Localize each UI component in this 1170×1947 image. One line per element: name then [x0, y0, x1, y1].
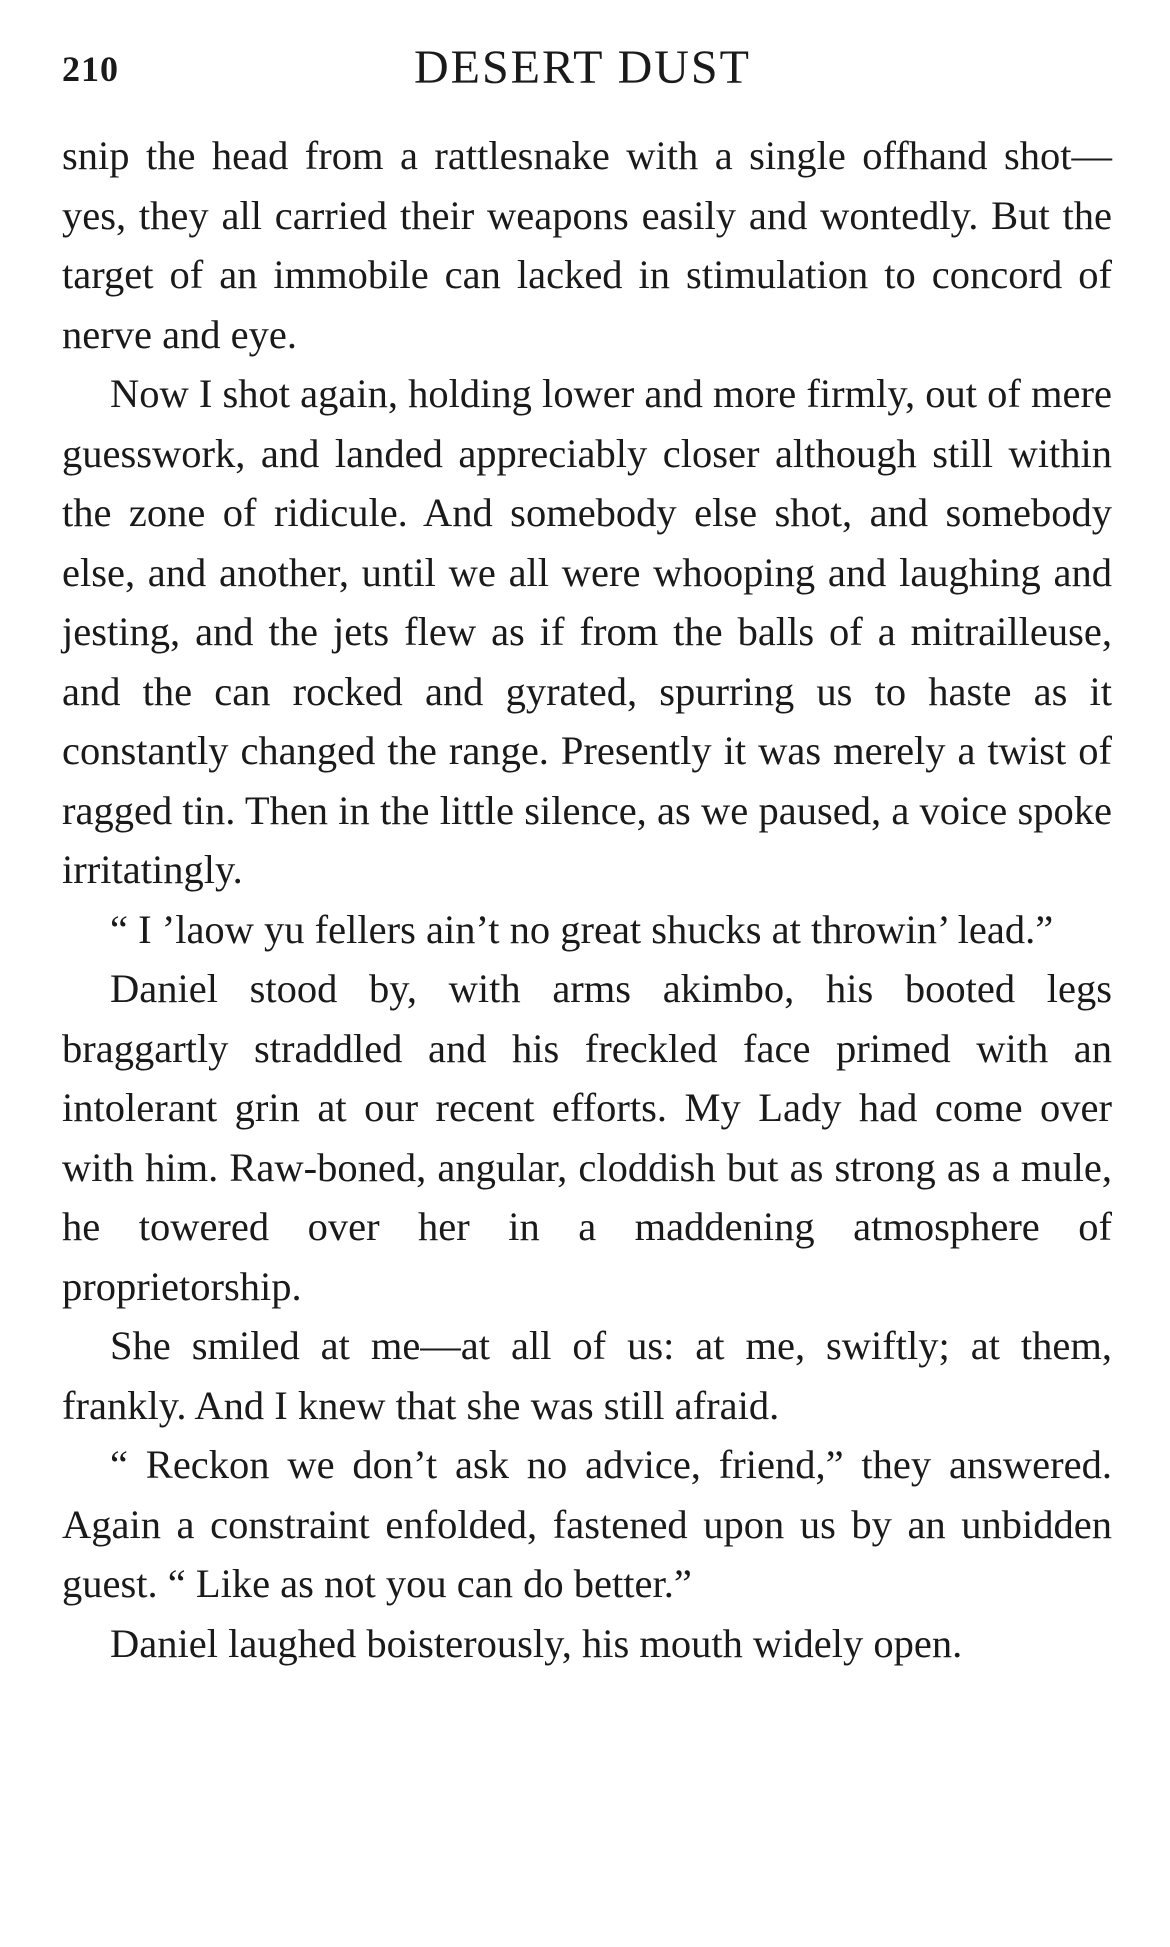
paragraph: She smiled at me—at all of us: at me, swiftly; at them, frankly. And I knew that she was still afraid.: [62, 1323, 1112, 1428]
paragraph: Daniel laughed boisterously, his mouth widely open.: [110, 1620, 963, 1666]
book-title: DESERT DUST: [414, 41, 751, 94]
body-text: [62, 126, 1112, 1673]
paragraph-continuation: snip the head from a rattlesnake with a single offhand shot—yes, they all carried their weapons easily and wontedly. But the target of an immobile can lacked in stimulation to concord of nerve and eye.: [62, 133, 1112, 357]
running-head: [62, 40, 1112, 96]
paragraph: Now I shot again, holding lower and more firmly, out of mere guesswork, and landed appreciably closer although still within the zone of ridicule. And somebody else shot, and somebody else, and another, until we all were whooping and laughing and jesting, and the jets flew as if from the balls of a mitrailleuse, and the can rocked and gyrated, spurring us to haste as it constantly changed the range. Presently it was merely a twist of ragged tin. Then in the little silence, as we paused, a voice spoke irritatingly.: [62, 371, 1112, 892]
paragraph: Daniel stood by, with arms akimbo, his booted legs braggartly straddled and his freckled face primed with an intolerant grin at our recent efforts. My Lady had come over with him. Raw-boned, angular, cloddish but as strong as a mule, he towered over her in a maddening atmosphere of proprietorship.: [62, 966, 1112, 1309]
page-number: 210: [62, 49, 119, 89]
paragraph-dialogue: “ I ’laow yu fellers ain’t no great shucks at throwin’ lead.”: [110, 906, 1054, 952]
paragraph-dialogue: “ Reckon we don’t ask no advice, friend,” they answered. Again a constraint enfolded, fastened upon us by an unbidden guest. “ Like as not you can do better.”: [62, 1442, 1112, 1606]
